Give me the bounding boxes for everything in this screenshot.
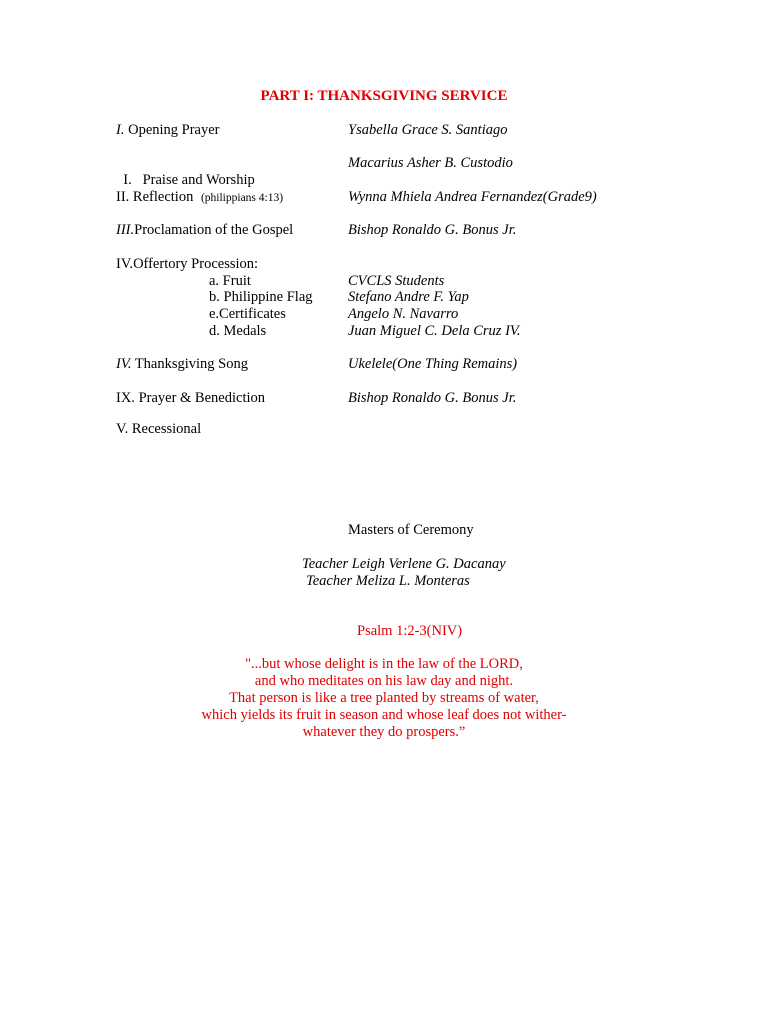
- item-person: Ukelele(One Thing Remains): [348, 356, 518, 372]
- program-item-offertory: [116, 256, 258, 273]
- item-number: I.: [123, 172, 132, 188]
- item-label: Reflection: [129, 189, 194, 205]
- offertory-label: e.Certificates: [209, 306, 286, 322]
- offertory-person: CVCLS Students: [348, 273, 445, 289]
- item-person: Wynna Mhiela Andrea Fernandez(Grade9): [348, 189, 597, 205]
- item-person: Ysabella Grace S. Santiago: [348, 122, 508, 138]
- program-item-gospel: [116, 222, 293, 239]
- psalm-reference: Psalm 1:2-3(NIV): [357, 623, 463, 639]
- masters-heading: Masters of Ceremony: [348, 522, 474, 538]
- item-label: Opening Prayer: [124, 122, 220, 138]
- master-name: Teacher Meliza L. Monteras: [306, 573, 470, 589]
- item-number: V.: [116, 421, 129, 437]
- offertory-label: b. Philippine Flag: [209, 289, 313, 305]
- item-label: Prayer & Benediction: [134, 390, 265, 406]
- item-person: Bishop Ronaldo G. Bonus Jr.: [348, 222, 517, 238]
- psalm-line: That person is like a tree planted by streams of water,: [229, 690, 539, 706]
- item-label: Proclamation of the Gospel: [134, 222, 294, 238]
- offertory-person: Stefano Andre F. Yap: [348, 289, 469, 305]
- item-label: Offertory Procession:: [133, 256, 259, 272]
- program-item-thanksgiving-song: [116, 356, 248, 373]
- offertory-label: a. Fruit: [209, 273, 251, 289]
- item-number: III.: [116, 222, 135, 238]
- item-number: IX.: [116, 390, 135, 406]
- psalm-line: whatever they do prospers.”: [302, 724, 466, 740]
- item-label: Thanksgiving Song: [131, 356, 248, 372]
- program-item-opening-prayer: [116, 122, 220, 139]
- item-person: Bishop Ronaldo G. Bonus Jr.: [348, 390, 517, 406]
- item-number: IV.: [116, 356, 132, 372]
- item-note: (philippians 4:13): [200, 192, 284, 204]
- psalm-line: which yields its fruit in season and whose leaf does not wither-: [201, 707, 567, 723]
- program-item-recessional: [116, 421, 201, 438]
- item-label: Praise and Worship: [131, 172, 255, 188]
- offertory-person: Angelo N. Navarro: [348, 306, 459, 322]
- item-number: II.: [116, 189, 130, 205]
- program-item-praise-worship: [116, 155, 255, 189]
- master-name: Teacher Leigh Verlene G. Dacanay: [302, 556, 506, 572]
- item-person: Macarius Asher B. Custodio: [348, 155, 513, 171]
- offertory-label: d. Medals: [209, 323, 267, 339]
- psalm-line: and who meditates on his law day and night.: [254, 673, 514, 689]
- page-title: PART I: THANKSGIVING SERVICE: [260, 88, 508, 104]
- offertory-person: Juan Miguel C. Dela Cruz IV.: [348, 323, 521, 339]
- item-number: I.: [116, 122, 125, 138]
- program-item-reflection: [116, 189, 283, 207]
- item-label: Recessional: [128, 421, 202, 437]
- item-number: IV.: [116, 256, 134, 272]
- program-item-benediction: [116, 390, 265, 407]
- psalm-line: "...but whose delight is in the law of the LORD,: [245, 656, 523, 672]
